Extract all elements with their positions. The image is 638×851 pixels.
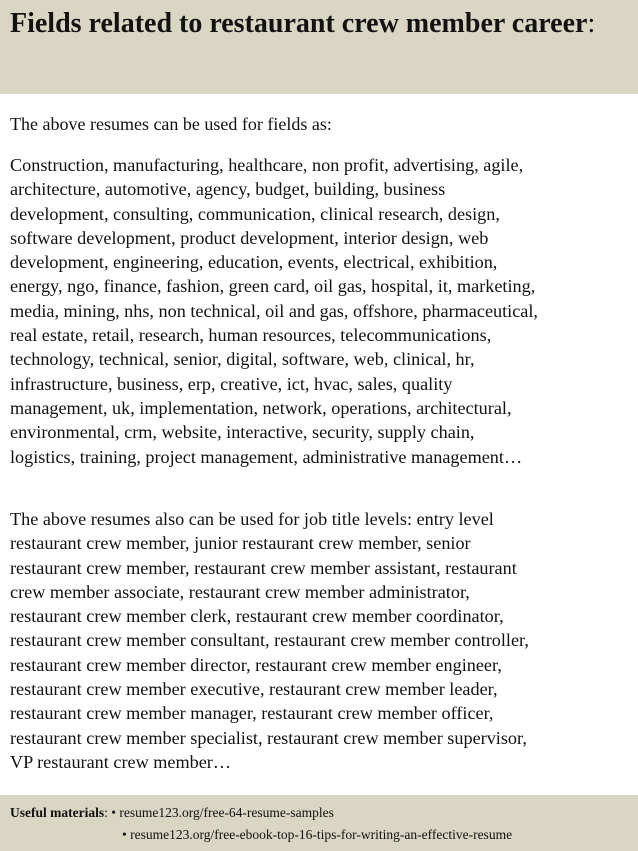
job-levels-line: restaurant crew member specialist, restaurant crew member supervisor, — [10, 727, 527, 748]
job-levels-line: restaurant crew member, restaurant crew member assistant, restaurant — [10, 557, 517, 578]
page-title — [10, 2, 630, 46]
fields-line: environmental, crm, website, interactive, security, supply chain, — [10, 422, 475, 443]
fields-line: technology, technical, senior, digital, software, web, clinical, hr, — [10, 349, 475, 370]
job-levels-line: restaurant crew member executive, restaurant crew member leader, — [10, 679, 498, 700]
fields-line: logistics, training, project management, administrative management… — [10, 446, 523, 467]
intro-text: The above resumes can be used for fields as: — [10, 114, 332, 134]
useful-materials-label: Useful materials — [10, 805, 105, 820]
fields-line: management, uk, implementation, network, operations, architectural, — [10, 397, 512, 418]
useful-materials — [10, 802, 512, 846]
fields-line: architecture, automotive, agency, budget, building, business — [10, 179, 446, 200]
page-title-colon: : — [587, 8, 596, 39]
page-title-text: Fields related to restaurant crew member career — [10, 8, 588, 39]
job-levels-line: The above resumes also can be used for job title levels: entry level — [10, 509, 494, 529]
materials-row — [10, 824, 512, 846]
label-separator: : — [104, 805, 112, 820]
resume-samples-link[interactable]: • resume123.org/free-64-resume-samples — [111, 805, 334, 820]
job-levels-line: restaurant crew member, junior restaurant crew member, senior — [10, 533, 471, 554]
fields-line: Construction, manufacturing, healthcare, non profit, advertising, agile, — [10, 155, 524, 175]
fields-line: infrastructure, business, erp, creative, ict, hvac, sales, quality — [10, 373, 453, 394]
job-levels-line: restaurant crew member director, restaurant crew member engineer, — [10, 654, 502, 675]
fields-line: media, mining, nhs, non technical, oil and gas, offshore, pharmaceutical, — [10, 300, 538, 321]
job-levels-line: restaurant crew member consultant, restaurant crew member controller, — [10, 630, 529, 651]
fields-line: real estate, retail, research, human resources, telecommunications, — [10, 325, 492, 346]
job-levels-line: crew member associate, restaurant crew member administrator, — [10, 581, 470, 602]
fields-line: development, consulting, communication, clinical research, design, — [10, 203, 500, 224]
materials-row — [10, 802, 512, 824]
job-levels-paragraph — [10, 507, 635, 774]
title-band — [0, 0, 638, 94]
fields-line: development, engineering, education, events, electrical, exhibition, — [10, 252, 498, 273]
fields-line: energy, ngo, finance, fashion, green card, oil gas, hospital, it, marketing, — [10, 276, 536, 297]
job-levels-line: restaurant crew member manager, restaurant crew member officer, — [10, 703, 494, 724]
ebook-tips-link[interactable]: • resume123.org/free-ebook-top-16-tips-for-writing-an-effective-resume — [122, 827, 513, 842]
fields-line: software development, product development, interior design, web — [10, 227, 489, 248]
fields-paragraph — [10, 153, 635, 469]
job-levels-line: restaurant crew member clerk, restaurant crew member coordinator, — [10, 606, 504, 627]
job-levels-line: VP restaurant crew member… — [10, 751, 232, 772]
